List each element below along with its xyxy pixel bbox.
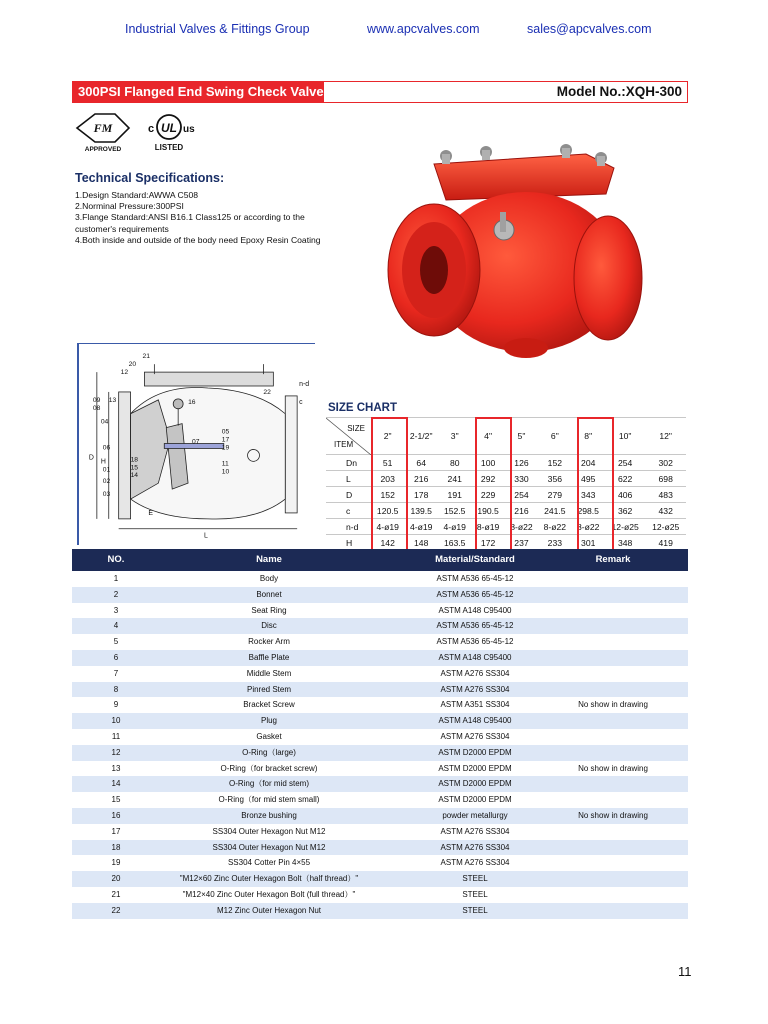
part-name: Body: [259, 574, 279, 583]
cell: 152: [538, 455, 571, 471]
part-material: ASTM A148 C95400: [438, 605, 512, 615]
svg-text:APPROVED: APPROVED: [84, 146, 122, 152]
part-number: 19: [111, 858, 121, 868]
part-number: 21: [111, 889, 121, 899]
part-material: ASTM A351 SS304: [440, 700, 510, 710]
cell: 190.5: [471, 503, 504, 519]
cell: 356: [538, 471, 571, 487]
row-label: c: [326, 503, 371, 519]
header-remark: Remark: [595, 554, 631, 565]
row-label: H: [326, 535, 371, 551]
size-chart-row: [326, 519, 686, 535]
cell: 120.5: [371, 503, 404, 519]
svg-text:06: 06: [102, 444, 111, 452]
part-name: Bronze bushing: [241, 810, 297, 820]
part-material: STEEL: [462, 905, 488, 915]
size-chart-row: [326, 487, 686, 503]
part-number: 8: [113, 684, 119, 694]
cell: 100: [471, 455, 504, 471]
cell: 80: [438, 455, 471, 471]
size-chart-row: [326, 471, 686, 487]
cell: 64: [404, 455, 438, 471]
cell: 126: [505, 455, 538, 471]
part-number: 11: [111, 731, 121, 741]
cell: 216: [404, 471, 438, 487]
part-name: Disc: [261, 621, 277, 631]
size-header: 2-1/2": [404, 418, 438, 455]
cell: 12-ø25: [645, 519, 686, 535]
cell: 4-ø19: [371, 519, 404, 535]
table-row: [72, 761, 688, 777]
part-number: 5: [113, 637, 119, 647]
part-number: 7: [113, 668, 119, 678]
part-number: 22: [111, 905, 121, 915]
svg-text:D: D: [88, 454, 94, 462]
svg-text:E: E: [148, 509, 154, 517]
row-label: L: [326, 471, 371, 487]
part-material: ASTM A536 65-45-12: [436, 637, 514, 647]
part-name: O-Ring（for bracket screw): [220, 763, 318, 773]
cell: 406: [605, 487, 645, 503]
part-number: 6: [113, 652, 119, 662]
cell: 148: [404, 535, 438, 551]
svg-text:08: 08: [92, 404, 101, 412]
cell: 139.5: [404, 503, 438, 519]
cell: 163.5: [438, 535, 471, 551]
spec-item: 3.Flange Standard:ANSI B16.1 Class125 or according to the: [75, 212, 305, 223]
part-number: 2: [113, 589, 119, 599]
svg-text:09: 09: [92, 396, 101, 404]
cell: 362: [605, 503, 645, 519]
svg-text:16: 16: [188, 398, 196, 406]
table-row: [72, 776, 688, 792]
part-material: ASTM A148 C95400: [438, 716, 512, 726]
cell: 483: [645, 487, 686, 503]
part-number: 14: [111, 779, 121, 789]
cell: 4-ø19: [438, 519, 471, 535]
header-material: Material/Standard: [435, 554, 515, 565]
size-chart-row: [326, 455, 686, 471]
svg-text:14: 14: [130, 472, 139, 480]
parts-header-row: [72, 549, 688, 571]
part-number: 16: [111, 810, 121, 820]
svg-text:20: 20: [128, 361, 137, 369]
part-number: 3: [113, 605, 119, 615]
table-row: [72, 618, 688, 634]
table-row: [72, 713, 688, 729]
part-name: "M12×60 Zinc Outer Hexagon Bolt（half thread）": [179, 874, 359, 884]
cell: 229: [471, 487, 504, 503]
svg-text:07: 07: [192, 438, 200, 446]
cell: 203: [371, 471, 404, 487]
svg-text:n-d: n-d: [299, 380, 310, 388]
cell: 254: [605, 455, 645, 471]
certification-logos: [73, 110, 213, 152]
part-number: 10: [111, 716, 121, 726]
svg-text:21: 21: [142, 353, 150, 361]
valve-product-image: [386, 142, 656, 367]
svg-text:04: 04: [100, 418, 109, 426]
part-number: 1: [113, 574, 119, 583]
cell: 622: [605, 471, 645, 487]
part-number: 13: [111, 763, 121, 773]
size-chart-header-row: [326, 418, 686, 455]
cell: 301: [572, 535, 605, 551]
size-header: 5": [505, 418, 538, 455]
part-remark: No show in drawing: [578, 763, 648, 773]
part-material: ASTM A536 65-45-12: [436, 621, 514, 631]
cell: 419: [645, 535, 686, 551]
table-row: [72, 666, 688, 682]
size-header: 8": [572, 418, 605, 455]
company-name: Industrial Valves & Fittings Group: [125, 22, 310, 36]
table-row: [72, 587, 688, 603]
header-name: Name: [256, 554, 282, 565]
cell: 8-ø22: [505, 519, 538, 535]
size-header: 12": [645, 418, 686, 455]
fm-approved-logo: [77, 114, 129, 152]
part-material: ASTM A276 SS304: [440, 842, 510, 852]
cell: 432: [645, 503, 686, 519]
table-row: [72, 792, 688, 808]
svg-text:15: 15: [130, 464, 139, 472]
size-chart-table: [326, 417, 686, 551]
svg-text:LISTED: LISTED: [154, 143, 184, 152]
part-material: ASTM A276 SS304: [440, 858, 510, 868]
part-name: O-Ring（for mid stem small): [218, 795, 320, 805]
spec-item: 2.Norminal Pressure:300PSI: [75, 201, 184, 212]
part-name: Seat Ring: [251, 605, 287, 615]
cell: 302: [645, 455, 686, 471]
cell: 152.5: [438, 503, 471, 519]
cell: 51: [371, 455, 404, 471]
svg-text:c: c: [299, 398, 303, 406]
part-material: ASTM A148 C95400: [438, 652, 512, 662]
part-number: 9: [113, 700, 119, 710]
svg-text:05: 05: [221, 428, 230, 436]
part-material: ASTM D2000 EPDM: [438, 795, 512, 805]
table-row: [72, 824, 688, 840]
part-material: ASTM A276 SS304: [440, 826, 510, 836]
svg-text:22: 22: [263, 388, 271, 396]
part-material: STEEL: [462, 874, 488, 884]
parts-rows: [72, 571, 688, 919]
table-row: [72, 745, 688, 761]
part-number: 15: [111, 795, 121, 805]
part-name: O-Ring（large): [242, 747, 296, 757]
part-material: ASTM D2000 EPDM: [438, 747, 512, 757]
cell: 343: [572, 487, 605, 503]
part-number: 17: [111, 826, 121, 836]
page-number: 11: [678, 964, 692, 979]
cell: 698: [645, 471, 686, 487]
table-row: [72, 903, 688, 919]
svg-text:UL: UL: [161, 121, 177, 135]
cell: 348: [605, 535, 645, 551]
size-item-corner-cell: [326, 418, 371, 455]
cell: 254: [505, 487, 538, 503]
cell: 178: [404, 487, 438, 503]
svg-text:13: 13: [108, 396, 117, 404]
cell: 233: [538, 535, 571, 551]
cell: 216: [505, 503, 538, 519]
specs-heading: Technical Specifications:: [75, 171, 225, 185]
part-remark: No show in drawing: [578, 700, 648, 710]
part-name: Baffle Plate: [248, 652, 290, 662]
spec-item: 4.Both inside and outside of the body need Epoxy Resin Coating: [75, 234, 321, 245]
svg-text:L: L: [203, 532, 208, 540]
size-chart-row: [326, 503, 686, 519]
part-number: 12: [111, 747, 121, 757]
table-row: [72, 697, 688, 713]
cell: 292: [471, 471, 504, 487]
size-header: 3": [438, 418, 471, 455]
part-name: SS304 Outer Hexagon Nut M12: [212, 826, 326, 836]
part-name: O-Ring（for mid stem): [228, 779, 310, 789]
table-row: [72, 855, 688, 871]
website-link[interactable]: www.apcvalves.com: [367, 22, 480, 36]
part-material: ASTM A536 65-45-12: [436, 589, 514, 599]
cell: 172: [471, 535, 504, 551]
cell: 237: [505, 535, 538, 551]
svg-text:12: 12: [120, 369, 129, 377]
svg-text:01: 01: [102, 466, 111, 474]
part-name: Bracket Screw: [243, 700, 295, 710]
cell: 142: [371, 535, 404, 551]
email-link[interactable]: sales@apcvalves.com: [527, 22, 652, 36]
svg-text:19: 19: [221, 444, 230, 452]
svg-text:10: 10: [221, 468, 230, 476]
page-header: [0, 22, 768, 38]
size-header: 2": [371, 418, 404, 455]
part-number: 4: [113, 621, 119, 631]
part-remark: No show in drawing: [578, 810, 648, 820]
cell: 8-ø22: [572, 519, 605, 535]
part-name: Gasket: [256, 731, 282, 741]
part-name: "M12×40 Zinc Outer Hexagon Bolt (full thread）": [182, 889, 356, 899]
svg-text:us: us: [183, 124, 195, 135]
part-number: 18: [111, 842, 121, 852]
part-name: Bonnet: [256, 589, 282, 599]
row-label: D: [326, 487, 371, 503]
cell: 4-ø19: [404, 519, 438, 535]
table-row: [72, 887, 688, 903]
table-row: [72, 729, 688, 745]
part-number: 20: [111, 874, 121, 884]
svg-text:H: H: [100, 458, 106, 466]
table-row: [72, 840, 688, 856]
table-row: [72, 682, 688, 698]
valve-cross-section-drawing: [77, 343, 315, 545]
cell: 8-ø19: [471, 519, 504, 535]
table-row: [72, 603, 688, 619]
svg-text:FM: FM: [93, 121, 113, 135]
cell: 495: [572, 471, 605, 487]
part-material: ASTM D2000 EPDM: [438, 763, 512, 773]
part-name: SS304 Cotter Pin 4×55: [227, 858, 311, 868]
size-header: 4": [471, 418, 504, 455]
product-title-bar: [72, 81, 688, 103]
technical-specifications: [75, 171, 375, 246]
size-label: SIZE: [347, 424, 365, 433]
size-header: 10": [605, 418, 645, 455]
product-title: 300PSI Flanged End Swing Check Valve: [72, 81, 324, 103]
row-label: n-d: [326, 519, 371, 535]
table-row: [72, 634, 688, 650]
cell: 330: [505, 471, 538, 487]
svg-text:17: 17: [221, 436, 230, 444]
cell: 298.5: [572, 503, 605, 519]
part-name: Rocker Arm: [248, 637, 290, 647]
part-name: M12 Zinc Outer Hexagon Nut: [216, 905, 322, 915]
part-material: ASTM A276 SS304: [440, 731, 510, 741]
svg-text:18: 18: [130, 456, 139, 464]
part-name: Plug: [260, 716, 278, 726]
svg-text:02: 02: [102, 478, 111, 486]
part-material: ASTM A276 SS304: [440, 684, 510, 694]
part-name: Middle Stem: [246, 668, 292, 678]
svg-text:c: c: [148, 123, 155, 135]
part-material: powder metallurgy: [442, 810, 508, 820]
cell: 8-ø22: [538, 519, 571, 535]
cell: 241.5: [538, 503, 571, 519]
spec-item: 1.Design Standard:AWWA C508: [75, 190, 199, 200]
svg-text:11: 11: [221, 460, 229, 468]
spec-item: customer's requirements: [75, 223, 169, 234]
part-material: STEEL: [462, 889, 488, 899]
size-header: 6": [538, 418, 571, 455]
part-name: Pinred Stem: [246, 684, 292, 694]
cell: 152: [371, 487, 404, 503]
header-no: NO.: [107, 554, 125, 565]
item-label: ITEM: [334, 440, 354, 449]
cell: 191: [438, 487, 471, 503]
part-name: SS304 Outer Hexagon Nut M12: [212, 842, 326, 852]
cell: 12-ø25: [605, 519, 645, 535]
model-number: Model No.:XQH-300: [556, 84, 682, 99]
table-row: [72, 871, 688, 887]
part-material: ASTM A536 65-45-12: [436, 574, 514, 583]
table-row: [72, 571, 688, 587]
cell: 279: [538, 487, 571, 503]
svg-text:03: 03: [102, 491, 111, 499]
parts-list-table: [72, 549, 688, 919]
part-material: ASTM A276 SS304: [440, 668, 510, 678]
table-row: [72, 650, 688, 666]
cell: 204: [572, 455, 605, 471]
size-chart-title: SIZE CHART: [328, 402, 397, 414]
table-row: [72, 808, 688, 824]
ul-listed-logo: [148, 115, 195, 152]
part-material: ASTM D2000 EPDM: [438, 779, 512, 789]
cell: 241: [438, 471, 471, 487]
row-label: Dn: [326, 455, 371, 471]
